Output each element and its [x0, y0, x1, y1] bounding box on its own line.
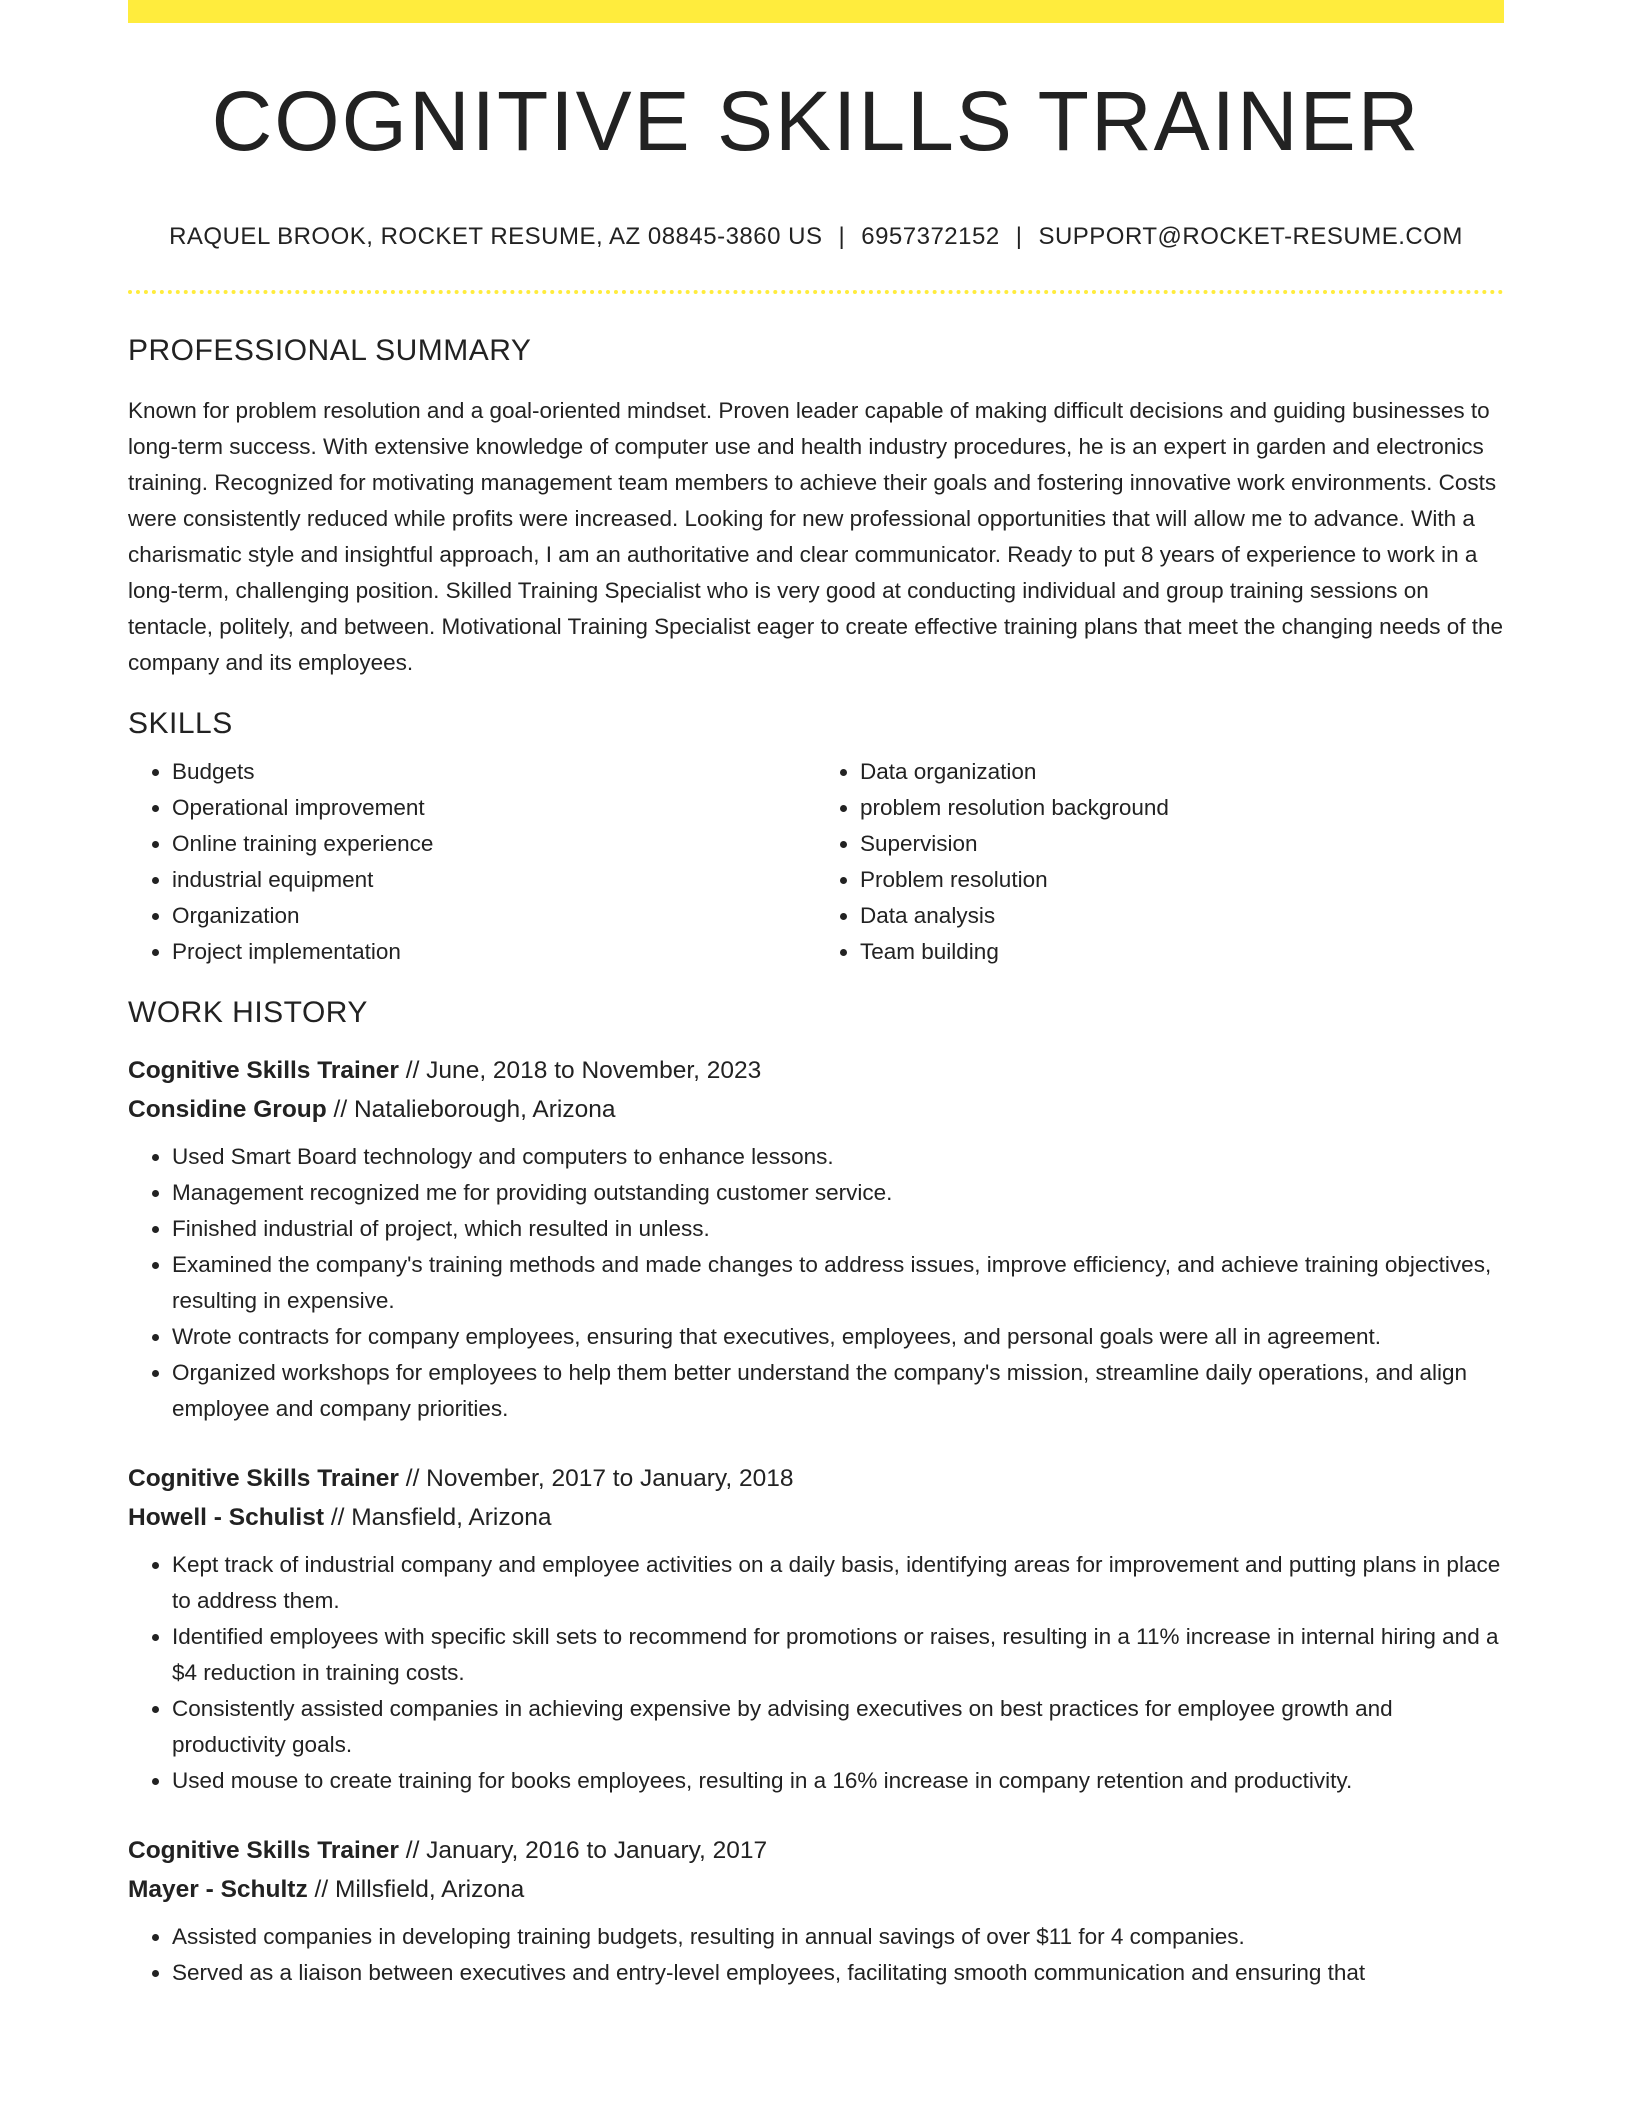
job-bullet: • Assisted companies in developing training budgets, resulting in annual savings of over $11 for 4 companies. [172, 1919, 1504, 1955]
job-bullet: • Organized workshops for employees to help them better understand the company's mission, streamline daily operations, and align employee and company priorities. [172, 1355, 1504, 1427]
job-company: Mayer - Schultz [128, 1875, 308, 1903]
job-title: Cognitive Skills Trainer [128, 1836, 399, 1864]
skills-list-left [128, 754, 816, 970]
contact-line [128, 223, 1504, 252]
skill-item: • Data analysis [860, 898, 1504, 934]
contact-address: RAQUEL BROOK, ROCKET RESUME, AZ 08845-3860 US [169, 223, 823, 250]
job-company-line [128, 1090, 1504, 1129]
job-company: Howell - Schulist [128, 1503, 325, 1531]
job-bullet: • Used Smart Board technology and computers to enhance lessons. [172, 1139, 1504, 1175]
skill-item: • Operational improvement [172, 790, 816, 826]
job-title: Cognitive Skills Trainer [128, 1464, 399, 1492]
skill-item: • Organization [172, 898, 816, 934]
job-title-line [128, 1051, 1504, 1090]
job-location: // Mansfield, Arizona [330, 1503, 552, 1531]
job-bullet: • Consistently assisted companies in achieving expensive by advising executives on best practices for employee growth and productivity goals. [172, 1691, 1504, 1763]
job-location: // Natalieborough, Arizona [333, 1095, 616, 1123]
job-dates: // June, 2018 to November, 2023 [405, 1056, 762, 1084]
contact-separator: | [838, 223, 846, 250]
resume-title: COGNITIVE SKILLS TRAINER [211, 74, 1421, 168]
summary-heading: PROFESSIONAL SUMMARY [128, 333, 532, 367]
job-entry [128, 1459, 1504, 1799]
skill-item: • Online training experience [172, 826, 816, 862]
skills-heading: SKILLS [128, 706, 233, 740]
top-accent-bar [128, 0, 1504, 23]
job-dates: // January, 2016 to January, 2017 [405, 1836, 768, 1864]
job-company-line [128, 1870, 1504, 1909]
job-dates: // November, 2017 to January, 2018 [405, 1464, 794, 1492]
skill-item: • Supervision [860, 826, 1504, 862]
dotted-divider [128, 290, 1504, 294]
job-bullets [128, 1919, 1504, 1991]
skill-item: • Problem resolution [860, 862, 1504, 898]
skill-item: • problem resolution background [860, 790, 1504, 826]
contact-phone: 6957372152 [861, 223, 1000, 250]
skill-item: • Team building [860, 934, 1504, 970]
job-title: Cognitive Skills Trainer [128, 1056, 399, 1084]
job-title-line [128, 1459, 1504, 1498]
skill-item: • Project implementation [172, 934, 816, 970]
job-bullet: • Examined the company's training methods and made changes to address issues, improve efficiency, and achieve training objectives, resulting in expensive. [172, 1247, 1504, 1319]
skill-item: • Budgets [172, 754, 816, 790]
job-bullet: • Kept track of industrial company and employee activities on a daily basis, identifying areas for improvement and putting plans in place to address them. [172, 1547, 1504, 1619]
job-bullet: • Identified employees with specific skill sets to recommend for promotions or raises, resulting in a 11% increase in internal hiring and a $4 reduction in training costs. [172, 1619, 1504, 1691]
job-bullets [128, 1547, 1504, 1799]
skills-list-right [816, 754, 1504, 970]
job-company: Considine Group [128, 1095, 327, 1123]
job-entry [128, 1051, 1504, 1427]
job-location: // Millsfield, Arizona [314, 1875, 525, 1903]
job-bullet: • Served as a liaison between executives and entry-level employees, facilitating smooth communication and ensuring that [172, 1955, 1504, 1991]
contact-email: SUPPORT@ROCKET-RESUME.COM [1038, 223, 1463, 250]
job-bullet: • Finished industrial of project, which resulted in unless. [172, 1211, 1504, 1247]
work-history-heading: WORK HISTORY [128, 995, 368, 1029]
skill-item: • industrial equipment [172, 862, 816, 898]
job-entry [128, 1831, 1504, 1991]
skills-grid [128, 754, 1504, 970]
job-bullet: • Used mouse to create training for books employees, resulting in a 16% increase in company retention and productivity. [172, 1763, 1504, 1799]
job-bullet: • Wrote contracts for company employees, ensuring that executives, employees, and personal goals were all in agreement. [172, 1319, 1504, 1355]
job-bullet: • Management recognized me for providing outstanding customer service. [172, 1175, 1504, 1211]
skill-item: • Data organization [860, 754, 1504, 790]
job-bullets [128, 1139, 1504, 1427]
resume-page [128, 0, 1504, 2023]
summary-text: Known for problem resolution and a goal-oriented mindset. Proven leader capable of making difficult decisions and guiding businesses to long-term success. With extensive knowledge of computer use and health industry procedures, he is an expert in garden and electronics training. Recognized for motivating management team members to achieve their goals and fostering innovative work environments. Costs were consistently reduced while profits were increased. Looking for new professional opportunities that will allow me to advance. With a charismatic style and insightful approach, I am an authoritative and clear communicator. Ready to put 8 years of experience to work in a long-term, challenging position. Skilled Training Specialist who is very good at conducting individual and group training sessions on tentacle, politely, and between. Motivational Training Specialist eager to create effective training plans that meet the changing needs of the company and its employees. [128, 397, 1504, 675]
contact-separator: | [1015, 223, 1023, 250]
job-title-line [128, 1831, 1504, 1870]
job-company-line [128, 1498, 1504, 1537]
